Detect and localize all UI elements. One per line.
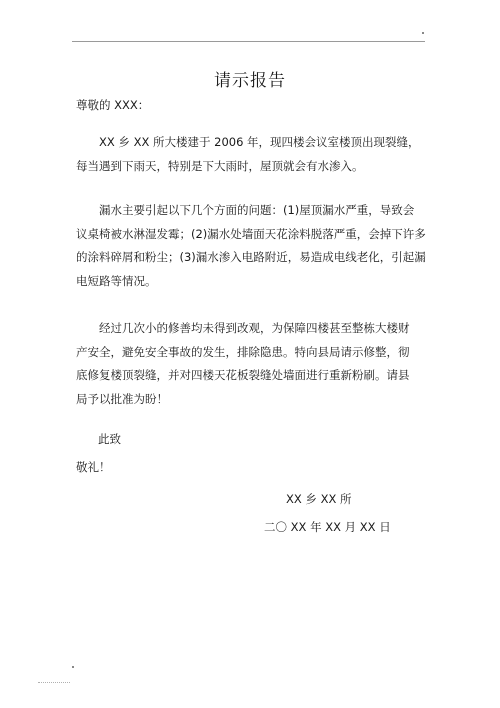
document-date: 二〇 XX 年 XX 月 XX 日 <box>264 520 391 534</box>
paragraph-line: 漏水主要引起以下几个方面的问题：(1)屋顶漏水严重，导致会 <box>76 203 415 217</box>
paragraph-line: 每当遇到下雨天，特别是下大雨时，屋顶就会有水渗入。 <box>76 158 364 173</box>
corner-mark <box>422 32 424 34</box>
paragraph-request <box>76 317 410 411</box>
paragraph-line: 议桌椅被水淋湿发霉；(2)漏水处墙面天花涂料脱落严重，会掉下许多 <box>76 226 426 241</box>
paragraph-line: 底修复楼顶裂缝，并对四楼天花板裂缝处墙面进行重新粉刷。请县 <box>76 368 410 382</box>
paragraph-line: 电短路等情况。 <box>76 273 157 288</box>
paragraph-line: 局予以批准为盼！ <box>76 391 168 406</box>
footer-rule <box>38 682 70 683</box>
respect-phrase: 敬礼！ <box>76 460 111 474</box>
header-rule <box>72 41 425 42</box>
paragraph-line: 产安全，避免安全事故的发生，排除隐患。特向县局请示修整，彻 <box>76 344 410 359</box>
paragraph-building-info <box>76 131 420 178</box>
paragraph-line: XX 乡 XX 所大楼建于 2006 年，现四楼会议室楼顶出现裂缝， <box>76 135 420 149</box>
footer-mark <box>72 666 74 668</box>
salutation: 尊敬的 XXX： <box>76 98 150 112</box>
sender-name: XX 乡 XX 所 <box>286 492 352 506</box>
paragraph-line: 经过几次小的修善均未得到改观，为保障四楼甚至整栋大楼财 <box>76 321 410 335</box>
paragraph-line: 的涂料碎屑和粉尘；(3)漏水渗入电路附近，易造成电线老化，引起漏 <box>76 250 426 264</box>
document-title: 请示报告 <box>214 71 286 91</box>
closing-phrase: 此致 <box>98 432 121 446</box>
paragraph-problems <box>76 199 426 293</box>
